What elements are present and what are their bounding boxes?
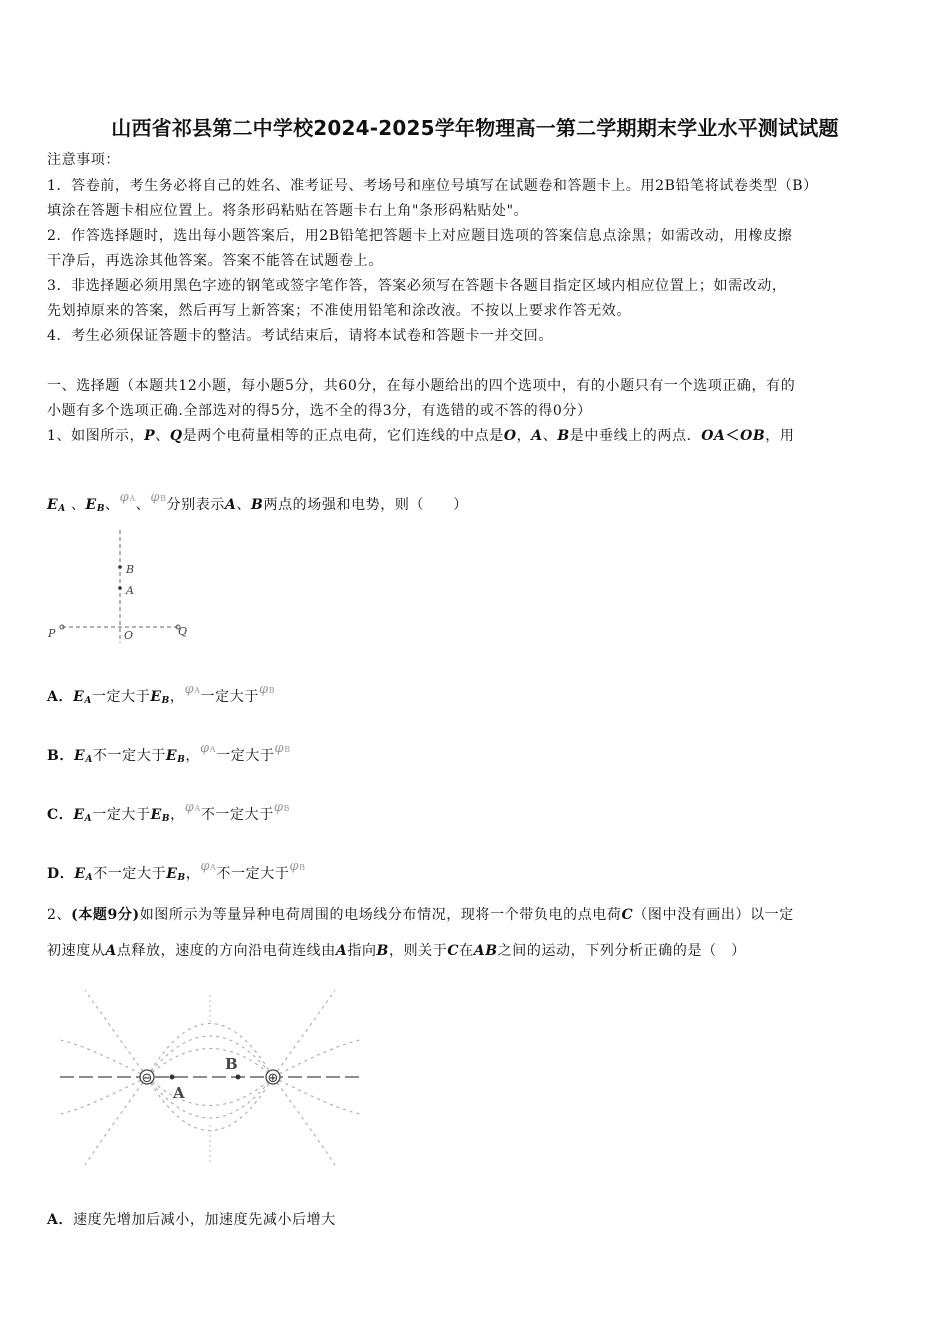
phi-b-symbol: φB xyxy=(274,741,291,756)
notice-line: 干净后，再选涂其他答案。答案不能答在试题卷上。 xyxy=(47,253,383,269)
phi-a-symbol: φA xyxy=(184,682,201,697)
notice-line: 4．考生必须保证答题卡的整洁。考试结束后，请将本试卷和答题卡一并交回。 xyxy=(47,328,553,344)
point-a xyxy=(118,586,122,590)
figure-2-dipole-field xyxy=(55,985,365,1170)
label-b: B xyxy=(225,1055,238,1073)
notice-line: 填涂在答题卡相应位置上。将条形码粘贴在答题卡右上角"条形码粘贴处"。 xyxy=(47,203,529,219)
notice-heading: 注意事项： xyxy=(47,152,120,168)
phi-b-symbol: φB xyxy=(289,859,306,874)
phi-b-symbol: φB xyxy=(273,800,291,815)
question-2-stem-cont: 初速度从A点释放，速度的方向沿电荷连线由A指向B，则关于C在AB之间的运动，下列分析正确的是（ ） xyxy=(47,943,746,959)
section-heading-line: 小题有多个选项正确.全部选对的得5分，选不全的得3分，有选错的或不答的得0分） xyxy=(47,403,592,419)
phi-b-symbol: φB xyxy=(258,682,276,697)
question-2-stem: 2、(本题9分)如图所示为等量异种电荷周围的电场线分布情况，现将一个带负电的点电荷C（图中没有画出）以一定 xyxy=(47,907,794,923)
notice-line: 先划掉原来的答案，然后再写上新答案；不准使用铅笔和涂改液。不按以上要求作答无效。 xyxy=(47,303,631,319)
section-heading-line: 一、选择题（本题共12小题，每小题5分，共60分，在每小题给出的四个选项中，有的小题只有一个选项正确，有的 xyxy=(47,378,796,394)
label-q: Q xyxy=(178,625,188,638)
point-b xyxy=(236,1075,241,1080)
label-a: A xyxy=(173,1084,185,1102)
option-c[interactable]: C．$E_A$一定大于$E_B$，φA不一定大于φB xyxy=(47,800,291,824)
figure-1-equal-charges xyxy=(40,525,200,645)
phi-a-symbol: φA xyxy=(200,859,217,874)
notice-line: 1．答卷前，考生务必将自己的姓名、准考证号、考场号和座位号填写在试题卷和答题卡上。用2B铅笔将试卷类型（B） xyxy=(47,178,818,194)
q2-option-a[interactable]: A．速度先增加后减小，加速度先减小后增大 xyxy=(47,1212,336,1228)
phi-a-symbol: φA xyxy=(119,490,136,505)
option-b[interactable]: B．$E_A$不一定大于$E_B$，φA一定大于φB xyxy=(47,741,291,765)
question-1-stem-cont: $E_A$ 、$E_B$、φA、φB分别表示A、B两点的场强和电势，则（ ） xyxy=(47,490,468,514)
notice-line: 3．非选择题必须用黑色字迹的钢笔或签字笔作答，答案必须写在答题卡各题目指定区域内相应位置上；如需改动， xyxy=(47,278,787,294)
phi-a-symbol: φA xyxy=(184,800,201,815)
page-title: 山西省祁县第二中学校2024-2025学年物理高一第二学期期末学业水平测试试题 xyxy=(111,116,839,140)
label-o: O xyxy=(124,629,134,642)
phi-b-symbol: φB xyxy=(150,490,167,505)
phi-a-symbol: φA xyxy=(200,741,217,756)
notice-line: 2．作答选择题时，选出每小题答案后，用2B铅笔把答题卡上对应题目选项的答案信息点涂黑；如需改动，用橡皮擦 xyxy=(47,228,793,244)
point-a xyxy=(170,1075,175,1080)
negative-charge-symbol: ⊖ xyxy=(141,1071,153,1086)
positive-charge-symbol: ⊕ xyxy=(267,1071,279,1086)
question-1-stem: 1、如图所示，P、Q是两个电荷量相等的正点电荷，它们连线的中点是O，A、B是中垂线上的两点．OA＜OB，用 xyxy=(47,428,795,444)
point-b xyxy=(118,565,122,569)
option-a[interactable]: A．$E_A$一定大于$E_B$，φA一定大于φB xyxy=(47,682,276,706)
label-b: B xyxy=(126,563,135,576)
label-a: A xyxy=(126,584,134,597)
option-d[interactable]: D．$E_A$不一定大于$E_B$，φA不一定大于φB xyxy=(47,859,306,883)
label-p: P xyxy=(48,627,56,640)
